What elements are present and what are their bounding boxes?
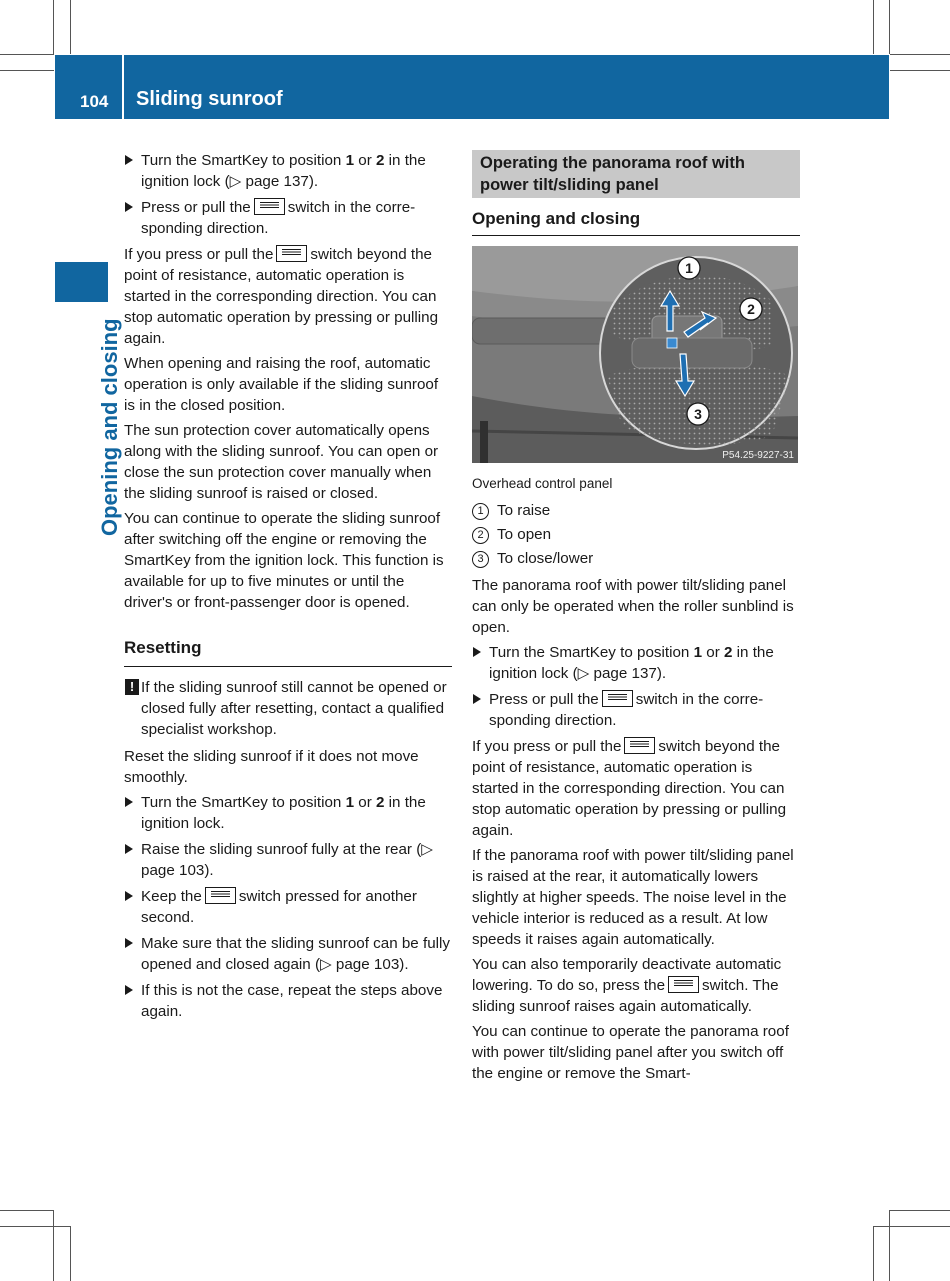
instruction-step: Turn the SmartKey to position 1 or 2 in the ignition lock (▷ page 137). xyxy=(472,642,800,684)
legend-item: 3 To close/lower xyxy=(472,548,800,569)
legend-item: 2 To open xyxy=(472,524,800,545)
instruction-step: Raise the sliding sunroof fully at the rear (▷ page 103). xyxy=(124,839,452,881)
crop-mark xyxy=(890,70,950,71)
crop-mark xyxy=(53,1210,54,1281)
callout-3: 3 xyxy=(694,406,702,422)
crop-mark xyxy=(70,1226,71,1281)
legend-item: 1 To raise xyxy=(472,500,800,521)
paragraph: The panorama roof with power tilt/sliding panel can only be operated when the roller sunblind is open. xyxy=(472,577,794,636)
warning-icon: ! xyxy=(125,679,139,695)
section-title-box: Operating the panorama roof with power tilt/sliding panel xyxy=(472,150,800,198)
crop-mark xyxy=(70,0,71,54)
header-divider xyxy=(122,55,124,119)
crop-mark xyxy=(53,0,54,54)
sunroof-switch-icon xyxy=(205,887,236,904)
crop-mark xyxy=(873,1226,874,1281)
warning-note: ! If the sliding sunroof still cannot be opened or closed fully after resetting, contact a qualified specialist workshop. xyxy=(124,677,452,740)
page-number: 104 xyxy=(80,92,109,111)
crop-mark xyxy=(0,70,54,71)
crop-mark xyxy=(873,1226,950,1227)
instruction-step: Make sure that the sliding sunroof can be fully opened and closed again (▷ page 103). xyxy=(124,933,452,975)
legend-number: 2 xyxy=(472,527,489,544)
paragraph: The sun protection cover automatically opens along with the sliding sunroof. You can open or close the sun protection cover manually when the sliding sunroof is raised or closed. xyxy=(124,422,439,502)
crop-mark xyxy=(890,54,950,55)
instruction-step: Press or pull the switch in the corresponding direction. xyxy=(124,197,452,239)
crop-mark xyxy=(0,54,54,55)
instruction-step: If this is not the case, repeat the steps above again. xyxy=(124,980,452,1022)
paragraph: You can continue to operate the sliding sunroof after switching off the engine or removing the SmartKey from the ignition lock. This function is available for up to five minutes or until the driver's or front-passenger door is opened. xyxy=(124,510,444,611)
figure-caption: Overhead control panel xyxy=(472,476,613,491)
instruction-step: Turn the SmartKey to position 1 or 2 in the ignition lock (▷ page 137). xyxy=(124,150,452,192)
paragraph: If you press or pull the switch beyond the point of resistance, automatic operation is started in the corresponding direction. You can stop automatic operation by pressing or pulling again. xyxy=(124,246,439,347)
paragraph: If you press or pull the switch beyond the point of resistance, automatic operation is started in the corresponding direction. You can stop automatic operation by pressing or pulling again. xyxy=(472,738,787,839)
sunroof-switch-icon xyxy=(276,245,307,262)
paragraph: When opening and raising the roof, automatic operation is only available if the sliding sunroof is in the closed position. xyxy=(124,355,439,414)
subheading: Opening and closing xyxy=(472,208,800,236)
figure-code: P54.25-9227-31 xyxy=(722,450,794,461)
chapter-tab xyxy=(55,262,108,302)
sunroof-switch-icon xyxy=(254,198,285,215)
crop-mark xyxy=(873,0,874,54)
instruction-step: Keep the switch pressed for another second. xyxy=(124,886,452,928)
legend-number: 1 xyxy=(472,503,489,520)
sunroof-switch-icon xyxy=(602,690,633,707)
crop-mark xyxy=(0,1210,54,1211)
chapter-label: Opening and closing xyxy=(97,318,122,536)
sunroof-switch-icon xyxy=(668,976,699,993)
paragraph: You can continue to operate the panorama roof with power tilt/sliding panel after you switch off the engine or remove the Smart- xyxy=(472,1023,789,1082)
instruction-step: Press or pull the switch in the corresponding direction. xyxy=(472,689,800,731)
resetting-heading: Resetting xyxy=(124,637,452,667)
crop-mark xyxy=(889,1210,950,1211)
legend-number: 3 xyxy=(472,551,489,568)
paragraph: If the panorama roof with power tilt/sliding panel is raised at the rear, it automatically lowers slightly at higher speeds. The noise level in the vehicle interior is reduced as a result. At low speeds it raises again automatically. xyxy=(472,847,794,948)
overhead-panel-illustration xyxy=(472,246,798,463)
overhead-control-panel-figure xyxy=(472,246,798,463)
callout-2: 2 xyxy=(747,301,755,317)
left-column xyxy=(124,150,452,1027)
sunroof-switch-icon xyxy=(624,737,655,754)
crop-mark xyxy=(889,0,890,54)
paragraph: Reset the sliding sunroof if it does not move smoothly. xyxy=(124,748,419,786)
page-title: Sliding sunroof xyxy=(136,88,283,110)
paragraph: You can also temporarily deactivate automatic lowering. To do so, press the switch. The sliding sunroof raises again automatically. xyxy=(472,956,782,1015)
crop-mark xyxy=(889,1210,890,1281)
callout-1: 1 xyxy=(685,260,693,276)
crop-mark xyxy=(0,1226,70,1227)
instruction-step: Turn the SmartKey to position 1 or 2 in the ignition lock. xyxy=(124,792,452,834)
right-column xyxy=(472,150,800,1088)
